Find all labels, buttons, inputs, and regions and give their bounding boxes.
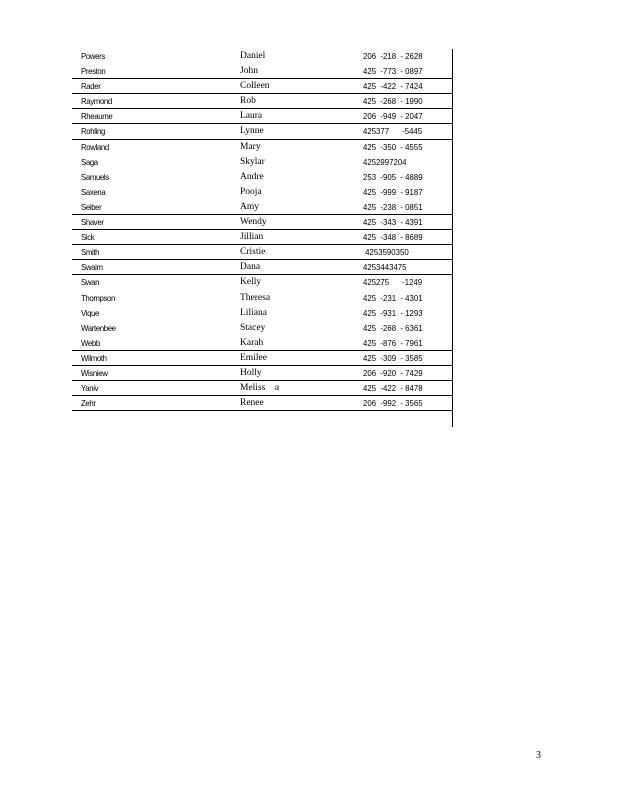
first-name-cell: Cristie — [240, 247, 266, 258]
first-name-cell: Colleen — [240, 81, 270, 92]
last-name-cell: Smith — [81, 247, 100, 258]
last-name-cell: Swan — [81, 277, 100, 288]
phone-cell: 425 -931 - 1293 — [363, 307, 423, 318]
table-row — [72, 306, 452, 321]
first-name-cell: Lynne — [240, 126, 264, 137]
last-name-cell: Rowland — [81, 141, 109, 152]
phone-cell: 425377 -5445 — [363, 126, 423, 137]
first-name-cell: Rob — [240, 96, 256, 107]
first-name-cell: Amy — [240, 201, 259, 212]
phone-cell: 425 -343 - 4391 — [363, 217, 423, 228]
phone-cell: 425 -238 - 0851 — [363, 201, 423, 212]
phone-cell: 425 -876 - 7961 — [363, 337, 423, 348]
table-row — [72, 79, 452, 94]
phone-cell: 425 -348 - 8689 — [363, 232, 423, 243]
last-name-cell: Wisniew — [81, 367, 108, 378]
table-row — [72, 336, 452, 351]
contact-table — [72, 49, 452, 426]
table-row — [72, 396, 452, 411]
first-name-cell: Karah — [240, 337, 264, 348]
last-name-cell: Seiber — [81, 201, 102, 212]
phone-cell: 425 -268 - 6361 — [363, 322, 423, 333]
last-name-cell: Wartenbee — [81, 322, 116, 333]
table-row — [72, 230, 452, 245]
last-name-cell: Thompson — [81, 292, 116, 303]
first-name-cell: Wendy — [240, 217, 267, 228]
table-row — [72, 109, 452, 124]
table-row — [72, 155, 452, 170]
last-name-cell: Sick — [81, 232, 95, 243]
phone-cell: 425 -999 - 9187 — [363, 186, 423, 197]
last-name-cell: Saxena — [81, 186, 106, 197]
first-name-cell: Kelly — [240, 277, 262, 288]
first-name-cell: Dana — [240, 262, 261, 273]
last-name-cell: Samuels — [81, 171, 109, 182]
phone-cell: 206 -992 - 3565 — [363, 398, 423, 409]
last-name-cell: Rader — [81, 81, 101, 92]
phone-cell: 425 -268 - 1990 — [363, 96, 423, 107]
first-name-cell: Laura — [240, 111, 263, 122]
first-name-cell: Skylar — [240, 156, 265, 167]
last-name-cell: Shaver — [81, 217, 104, 228]
first-name-cell: Liliana — [240, 307, 267, 318]
table-row — [72, 321, 452, 336]
last-name-cell: Wilmoth — [81, 352, 107, 363]
phone-cell: 425 -422 - 8478 — [363, 383, 423, 394]
table-row — [72, 215, 452, 230]
table-row — [72, 245, 452, 260]
last-name-cell: Rohling — [81, 126, 105, 137]
last-name-cell: Raymond — [81, 96, 112, 107]
phone-cell: 4253590350 — [363, 247, 409, 258]
last-name-cell: Vique — [81, 307, 100, 318]
table-row — [72, 381, 452, 396]
first-name-cell: Mary — [240, 141, 261, 152]
table-row — [72, 94, 452, 109]
phone-cell: 425 -422 - 7424 — [363, 81, 423, 92]
first-name-cell: Daniel — [240, 51, 266, 61]
first-name-cell: Renee — [240, 398, 264, 409]
phone-cell: 253 -905 - 4889 — [363, 171, 423, 182]
last-name-cell: Rheaume — [81, 111, 113, 122]
table-row — [72, 140, 452, 155]
last-name-cell: Webb — [81, 337, 100, 348]
phone-cell: 4253443475 — [363, 262, 407, 273]
table-empty-row — [72, 411, 452, 426]
table-row — [72, 291, 452, 306]
last-name-cell: Yaniv — [81, 383, 99, 394]
phone-cell: 425 -231 - 4301 — [363, 292, 423, 303]
table-row — [72, 275, 452, 290]
first-name-cell: Stacey — [240, 322, 266, 333]
phone-cell: 206 -218 - 2628 — [363, 51, 423, 61]
phone-cell: 425 -773 - 0897 — [363, 66, 423, 77]
first-name-cell: Holly — [240, 367, 262, 378]
table-row — [72, 64, 452, 79]
phone-cell: 425 -350 - 4555 — [363, 141, 423, 152]
phone-cell: 4252997204 — [363, 156, 407, 167]
table-row — [72, 351, 452, 366]
phone-cell: 425275 -1249 — [363, 277, 423, 288]
first-name-cell: John — [240, 66, 258, 77]
first-name-cell: Meliss a — [240, 383, 280, 394]
last-name-cell: Preston — [81, 66, 106, 77]
table-row — [72, 124, 452, 139]
first-name-cell: Pooja — [240, 186, 262, 197]
last-name-cell: Saga — [81, 156, 98, 167]
page-number: 3 — [536, 750, 541, 761]
table-row — [72, 260, 452, 275]
table-row — [72, 49, 452, 64]
first-name-cell: Theresa — [240, 292, 271, 303]
first-name-cell: Andre — [240, 171, 264, 182]
table-right-border — [452, 49, 453, 427]
last-name-cell: Powers — [81, 51, 105, 61]
phone-cell: 206 -920 - 7429 — [363, 367, 423, 378]
table-row — [72, 366, 452, 381]
first-name-cell: Emilee — [240, 352, 267, 363]
table-row — [72, 170, 452, 185]
last-name-cell: Zehr — [81, 398, 96, 409]
first-name-cell: Jillian — [240, 232, 264, 243]
table-row — [72, 185, 452, 200]
phone-cell: 425 -309 - 3585 — [363, 352, 423, 363]
phone-cell: 206 -949 - 2047 — [363, 111, 423, 122]
table-row — [72, 200, 452, 215]
last-name-cell: Swaim — [81, 262, 103, 273]
